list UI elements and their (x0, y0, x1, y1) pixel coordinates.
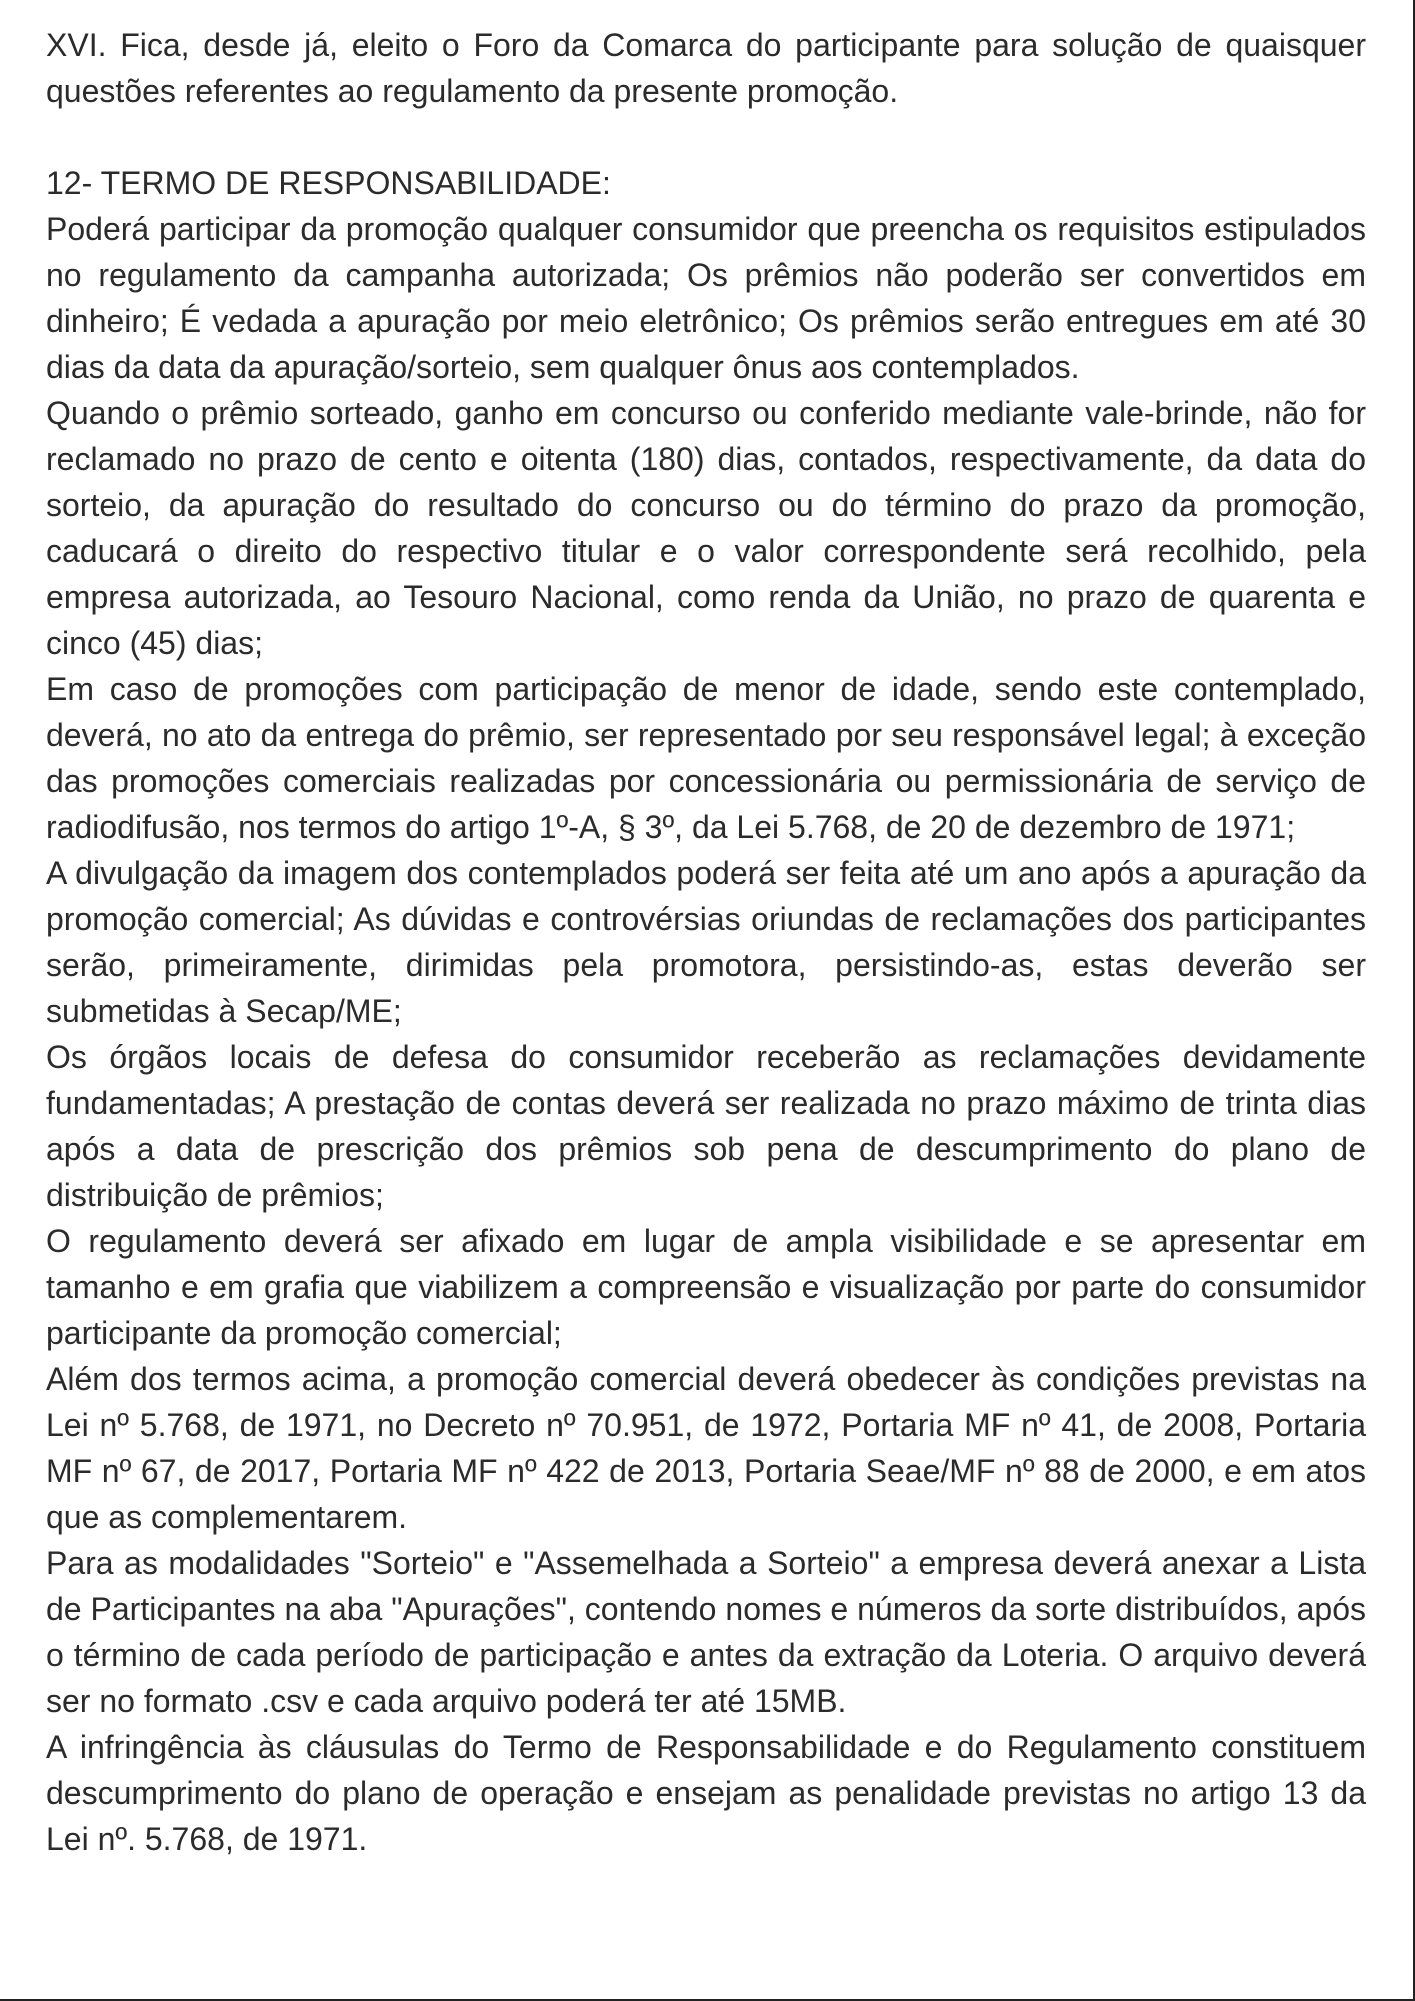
paragraph-regulation-display: O regulamento deverá ser afixado em lugar de ampla visibilidade e se apresentar em tamanho e em grafia que viabilizem a compreensão e visualização por parte do consumidor participante da promoção comercial; (46, 1223, 1366, 1351)
paragraph-image-disclosure: A divulgação da imagem dos contemplados poderá ser feita até um ano após a apuração da promoção comercial; As dúvidas e controvérsias oriundas de reclamações dos participantes serão, primeiramente, dirimidas pela promotora, persistindo-as, estas deverão ser submetidas à Secap/ME; (46, 855, 1366, 1029)
section-heading: 12- TERMO DE RESPONSABILIDADE: (46, 165, 611, 201)
paragraph-spacer (46, 114, 1366, 160)
paragraph-penalties: A infringência às cláusulas do Termo de Responsabilidade e do Regulamento constituem descumprimento do plano de operação e ensejam as penalidade previstas no artigo 13 da Lei nº. 5.768, de 1971. (46, 1729, 1366, 1857)
paragraph-legal-conditions: Além dos termos acima, a promoção comercial deverá obedecer às condições previstas na Lei nº 5.768, de 1971, no Decreto nº 70.951, de 1972, Portaria MF nº 41, de 2008, Portaria MF nº 67, de 2017, Portaria MF nº 422 de 2013, Portaria Seae/MF nº 88 de 2000, e em atos que as complementarem. (46, 1361, 1366, 1535)
document-body (46, 22, 1366, 1862)
clause-xvi: XVI. Fica, desde já, eleito o Foro da Comarca do participante para solução de quaisquer questões referentes ao regulamento da presente promoção. (46, 27, 1366, 109)
paragraph-participant-list: Para as modalidades "Sorteio" e "Assemelhada a Sorteio" a empresa deverá anexar a Lista de Participantes na aba "Apurações", contendo nomes e números da sorte distribuídos, após o término de cada período de participação e antes da extração da Loteria. O arquivo deverá ser no formato .csv e cada arquivo poderá ter até 15MB. (46, 1545, 1366, 1719)
paragraph-unclaimed-prize: Quando o prêmio sorteado, ganho em concurso ou conferido mediante vale-brinde, não for reclamado no prazo de cento e oitenta (180) dias, contados, respectivamente, da data do sorteio, da apuração do resultado do concurso ou do término do prazo da promoção, caducará o direito do respectivo titular e o valor correspondente será recolhido, pela empresa autorizada, ao Tesouro Nacional, como renda da União, no prazo de quarenta e cinco (45) dias; (46, 395, 1366, 661)
paragraph-participation: Poderá participar da promoção qualquer consumidor que preencha os requisitos estipulados no regulamento da campanha autorizada; Os prêmios não poderão ser convertidos em dinheiro; É vedada a apuração por meio eletrônico; Os prêmios serão entregues em até 30 dias da data da apuração/sorteio, sem qualquer ônus aos contemplados. (46, 211, 1366, 385)
paragraph-consumer-agencies: Os órgãos locais de defesa do consumidor receberão as reclamações devidamente fundamentadas; A prestação de contas deverá ser realizada no prazo máximo de trinta dias após a data de prescrição dos prêmios sob pena de descumprimento do plano de distribuição de prêmios; (46, 1039, 1366, 1213)
paragraph-minor-participants: Em caso de promoções com participação de menor de idade, sendo este contemplado, deverá, no ato da entrega do prêmio, ser representado por seu responsável legal; à exceção das promoções comerciais realizadas por concessionária ou permissionária de serviço de radiodifusão, nos termos do artigo 1º-A, § 3º, da Lei 5.768, de 20 de dezembro de 1971; (46, 671, 1366, 845)
